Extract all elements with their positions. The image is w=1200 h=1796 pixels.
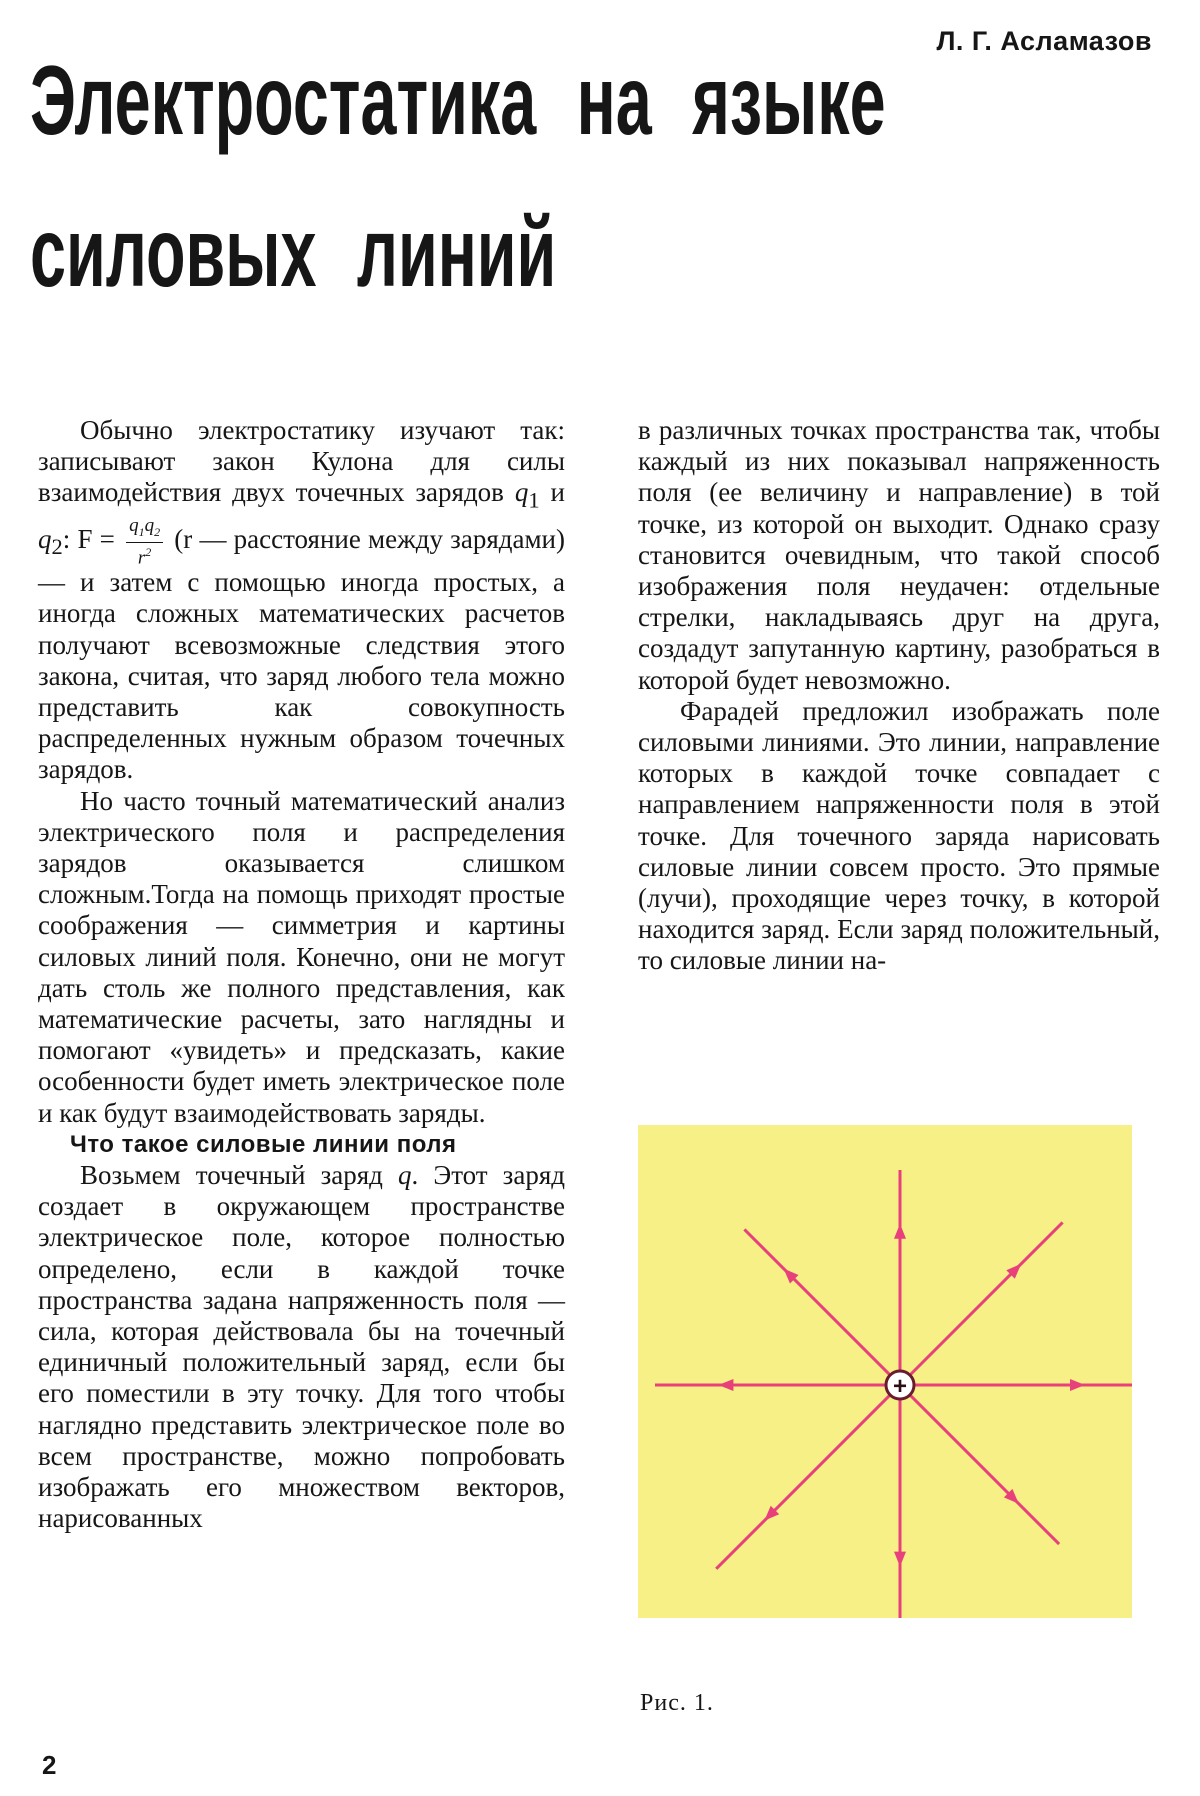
field-line-arrow-up (894, 1224, 906, 1239)
paragraph-intro: Обычно электростатику изучают так: записывают закон Кулона для силы взаимодействия двух точечных зарядов $q_1$ и $q_2$: F = $\frac{q_1q_2}{r^2}$ (r — расстояние между зарядами) — и затем с помощью иногда простых, а иногда сложных математических расчетов получают всевозможные следствия этого закона, считая, что заряд любого тела можно представить как совокупность распределенных нужным образом точечных зарядов. (38, 415, 566, 785)
paragraph-vectors: в различных точках пространства так, чтобы каждый из них показывал напряженность поля (ее величину и направление) в той точке, из которой он выходит. Однако сразу становится очевидным, что такой способ изображения поля неудачен: отдельные стрелки, накладываясь друг на друга, создадут запутанную картину, разобраться в которой будет невозможно. (638, 415, 1160, 695)
right-column (638, 415, 1160, 977)
field-lines-figure (638, 1125, 1132, 1618)
paragraph-faraday: Фарадей предложил изображать поле силовыми линиями. Это линии, направление которых в каждой точке совпадает с направлением напряженности поля в этой точке. Для точечного заряда нарисовать силовые линии совсем просто. Это прямые (лучи), проходящие через точку, в которой находится заряд. Если заряд положительный, то силовые линии на- (638, 695, 1160, 976)
field-line-lower-left (716, 1385, 900, 1569)
field-line-upper-right (900, 1222, 1063, 1385)
field-line-lower-right (900, 1385, 1059, 1544)
title-line-1: Электростатика на языке (30, 45, 886, 155)
figure-caption: Рис. 1. (640, 1690, 714, 1716)
paragraph-symmetry: Но часто точный математический анализ электрического поля и распределения зарядов оказывается слишком сложным.Тогда на помощь приходят простые соображения — симметрия и картины силовых линий поля. Конечно, они не могут дать столь же полного представления, как математические расчеты, зато наглядны и помогают «увидеть» и предсказать, какие особенности будет иметь электрическое поле и как будут взаимодействовать заряды. (38, 785, 565, 1128)
page-number: 2 (42, 1750, 57, 1780)
coulomb-fraction: $\frac{q_1q_2}{r^2}$ (126, 516, 163, 567)
author-name: Л. Г. Асламазов (936, 26, 1152, 56)
paragraph-point-charge: Возьмем точечный заряд q. Этот заряд создает в окружающем пространстве электрическое поле, которое полностью определено, если в каждой точке пространства задана напряженность поля — сила, которая действовала бы на точечный единичный положительный заряд, если бы его поместили в эту точку. Для того чтобы наглядно представить электрическое поле во всем пространстве, можно попробовать изображать его множеством векторов, нарисованных (38, 1159, 565, 1534)
field-lines-diagram (638, 1125, 1132, 1618)
left-column (38, 415, 565, 1534)
title-line-2: силовых линий (30, 197, 557, 307)
field-line-arrow-left (718, 1379, 733, 1391)
field-line-arrow-right (1070, 1379, 1085, 1391)
section-heading: Что такое силовые линии поля (70, 1130, 457, 1158)
field-line-arrow-down (894, 1552, 906, 1567)
article-title (30, 24, 886, 328)
field-line-upper-left (744, 1229, 900, 1385)
point-charge-sign: + (892, 1373, 908, 1400)
